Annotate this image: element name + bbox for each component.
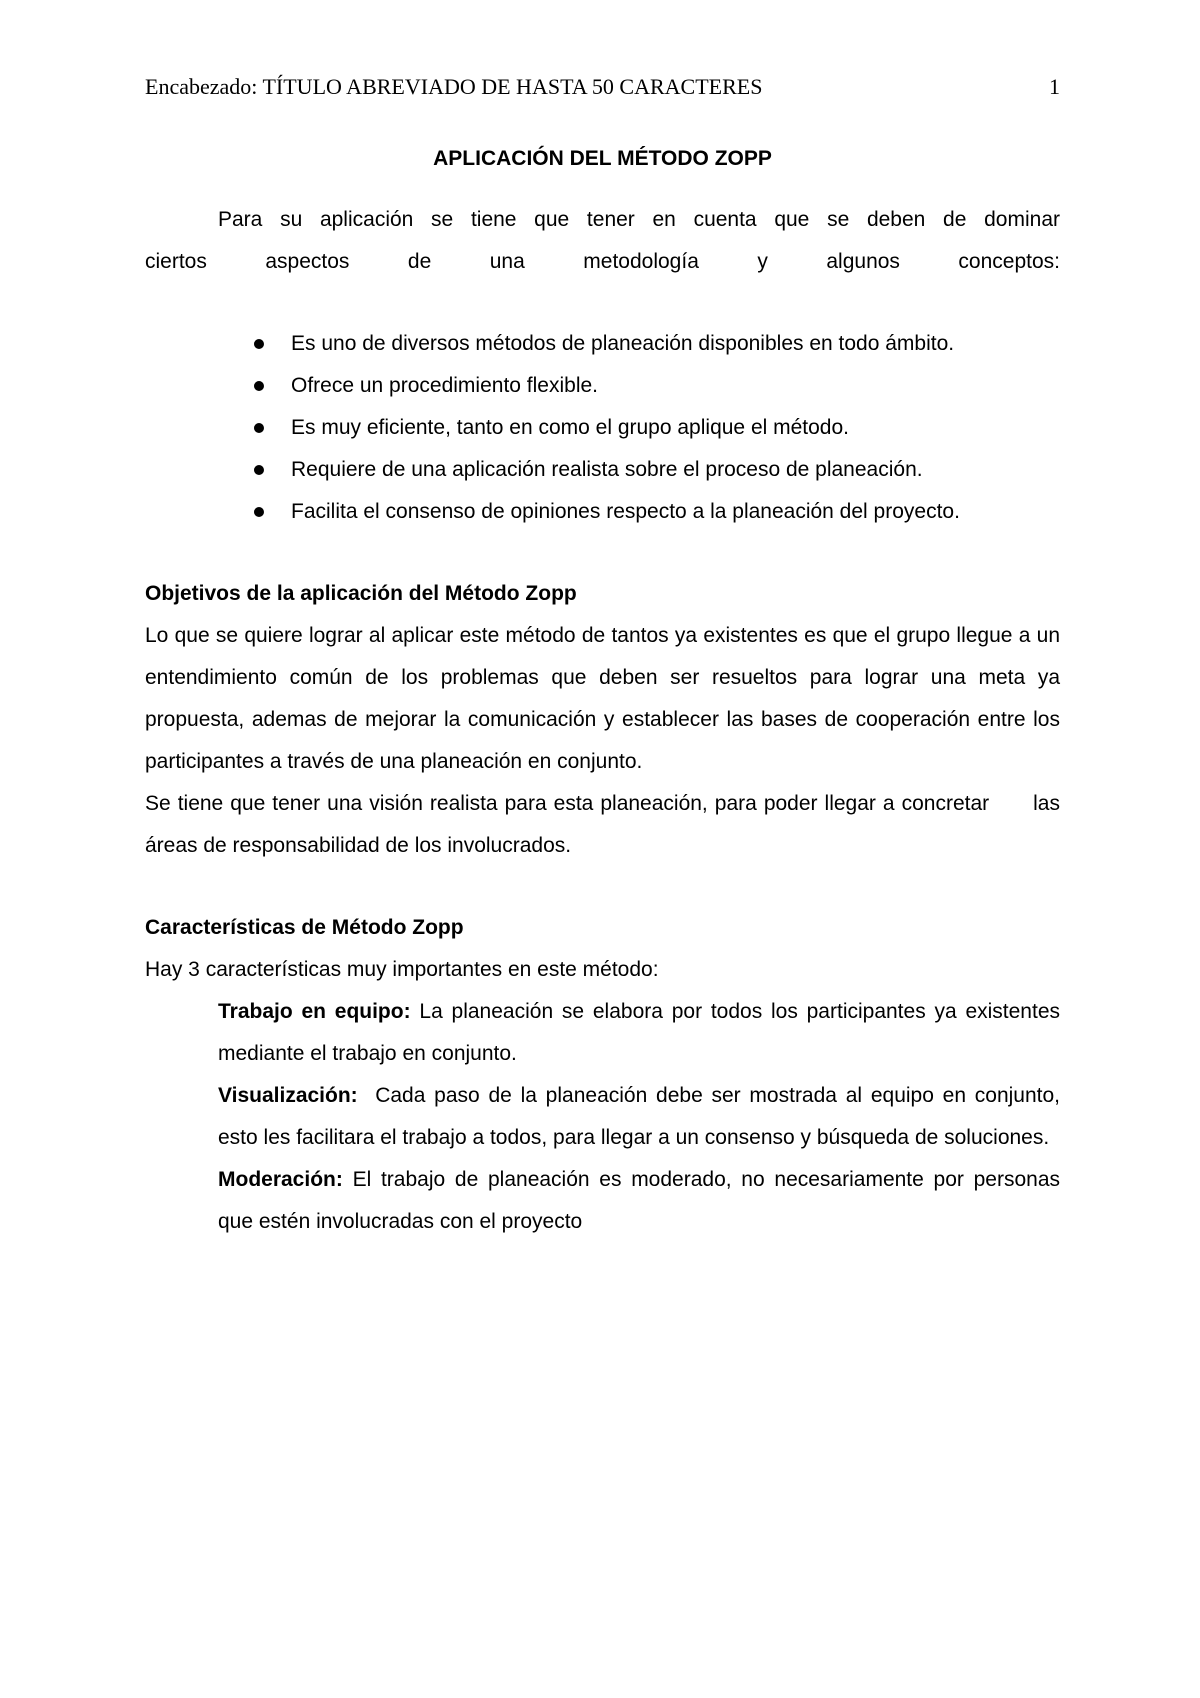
bullet-item [291, 365, 1060, 407]
caracteristica-term: Moderación: [218, 1168, 343, 1191]
objetivos-paragraph-1: Lo que se quiere lograr al aplicar este método de tantos ya existentes es que el grupo llegue a un entendimiento común de los problemas que deben ser resueltos para lograr una meta ya propuesta, ademas de mejorar la comunicación y establecer las bases de cooperación entre los participantes a través de una planeación en conjunto. [145, 624, 1060, 773]
caracteristica-term: Visualización: [218, 1084, 358, 1107]
objetivos-heading: Objetivos de la aplicación del Método Zopp [145, 582, 577, 605]
intro-paragraph-line-2: ciertos aspectos de una metodología y algunos conceptos: [145, 250, 1060, 273]
bullet-item [291, 491, 1060, 533]
bullet-text: Es muy eficiente, tanto en como el grupo aplique el método. [291, 416, 849, 439]
objetivos-paragraph-2-start: Se tiene que tener una visión realista para esta planeación, para poder llegar a concretar [145, 792, 990, 815]
caracteristica-text: Cada paso de la planeación debe ser mostrada al equipo en conjunto, esto les facilitara el trabajo a todos, para llegar a un consenso y búsqueda de soluciones. [218, 1084, 1061, 1149]
caracteristica-text: La planeación se elabora por todos los participantes ya existentes mediante el trabajo en conjunto. [218, 1000, 1061, 1065]
caracteristicas-heading: Características de Método Zopp [145, 916, 464, 939]
caracteristica-item [145, 991, 1060, 1075]
caracteristicas-intro: Hay 3 características muy importantes en este método: [145, 958, 659, 981]
bullet-text: Ofrece un procedimiento flexible. [291, 374, 598, 397]
document-body [145, 138, 1060, 1243]
bullet-text: Facilita el consenso de opiniones respecto a la planeación del proyecto. [291, 500, 960, 523]
bullet-list [145, 323, 1060, 533]
caracteristica-item [145, 1159, 1060, 1243]
bullet-item [291, 407, 1060, 449]
caracteristica-text: El trabajo de planeación es moderado, no necesariamente por personas que estén involucradas con el proyecto [218, 1168, 1060, 1233]
bullet-icon [254, 423, 264, 433]
intro-paragraph-line-1: Para su aplicación se tiene que tener en cuenta que se deben de dominar [218, 208, 1060, 231]
bullet-text: Requiere de una aplicación realista sobre el proceso de planeación. [291, 458, 923, 481]
bullet-text: Es uno de diversos métodos de planeación disponibles en todo ámbito. [291, 332, 955, 355]
bullet-item [291, 323, 1060, 365]
caracteristica-term: Trabajo en equipo: [218, 1000, 411, 1023]
section-spacer [145, 867, 1060, 907]
objetivos-paragraph-2-end: las áreas de responsabilidad de los involucrados. [145, 792, 1060, 857]
bullet-icon [254, 381, 264, 391]
bullet-icon [254, 465, 264, 475]
running-title: Encabezado: TÍTULO ABREVIADO DE HASTA 50 CARACTERES [145, 74, 763, 99]
caracteristica-item [145, 1075, 1060, 1159]
bullet-icon [254, 339, 264, 349]
running-header [145, 72, 1060, 102]
objetivos-paragraph-2 [145, 783, 1060, 867]
bullet-item [291, 449, 1060, 491]
page-number: 1 [1049, 74, 1060, 99]
document-title: APLICACIÓN DEL MÉTODO ZOPP [433, 147, 772, 170]
bullet-icon [254, 507, 264, 517]
